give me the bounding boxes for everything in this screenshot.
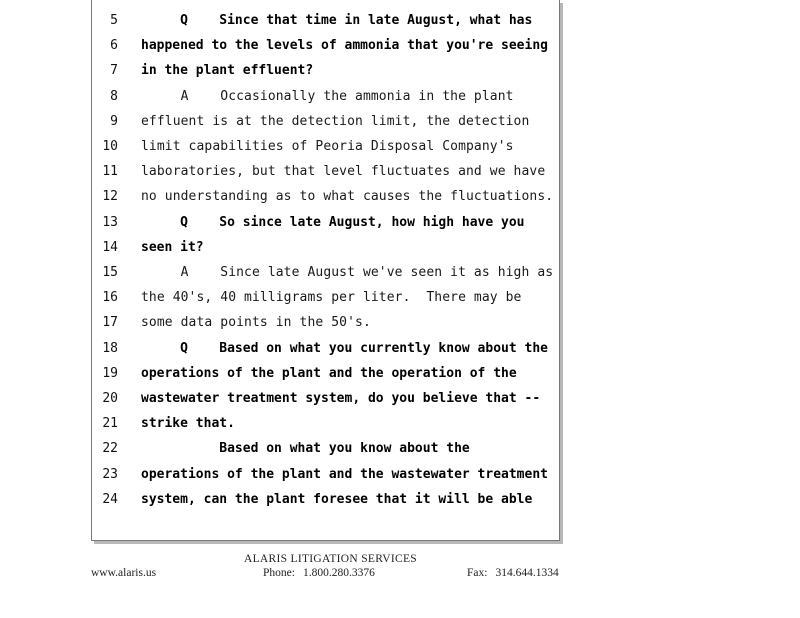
transcript-line — [92, 11, 559, 31]
footer-company-name: ALARIS LITIGATION SERVICES — [244, 553, 417, 565]
footer-phone — [263, 567, 375, 579]
footer-phone-label: Phone: — [263, 567, 295, 579]
transcript-line — [92, 490, 559, 510]
footer-phone-number: 1.800.280.3376 — [302, 567, 375, 579]
line-text: happened to the levels of ammonia that you're seeing — [141, 38, 548, 54]
line-number: 6 — [110, 38, 118, 54]
line-number: 13 — [102, 214, 118, 230]
transcript-line — [92, 61, 559, 81]
footer-website: www.alaris.us — [91, 567, 157, 579]
line-number: 24 — [102, 491, 118, 507]
line-number: 20 — [102, 391, 118, 406]
line-number: 18 — [102, 340, 118, 356]
line-text: Q Since that time in late August, what has — [141, 13, 533, 28]
line-number: 15 — [102, 265, 118, 280]
transcript-line — [92, 313, 559, 333]
line-text: in the plant effluent? — [141, 63, 314, 79]
line-number: 22 — [102, 441, 118, 457]
line-text: system, can the plant foresee that it will be able — [141, 491, 533, 507]
footer-fax-number: 314.644.1334 — [495, 567, 559, 579]
transcript-line — [92, 162, 559, 182]
transcript-line — [92, 238, 559, 258]
line-number: 17 — [102, 315, 118, 331]
line-text: some data points in the 50's. — [141, 315, 371, 331]
line-number: 23 — [102, 466, 118, 482]
line-number: 16 — [102, 290, 118, 306]
line-text: effluent is at the detection limit, the detection — [141, 113, 530, 129]
transcript-line — [92, 213, 559, 233]
transcript-page — [91, 0, 560, 541]
transcript-line — [92, 187, 559, 207]
line-number: 10 — [102, 139, 118, 154]
transcript-line — [92, 87, 559, 107]
transcript-line — [92, 439, 559, 459]
line-text: Q Based on what you currently know about the — [141, 340, 548, 356]
transcript-line — [92, 112, 559, 132]
line-number: 7 — [110, 63, 118, 79]
line-text: the 40's, 40 milligrams per liter. There may be — [141, 290, 522, 306]
line-text: operations of the plant and the operation of the — [141, 365, 517, 381]
line-number: 12 — [102, 189, 118, 205]
transcript-line — [92, 137, 559, 157]
line-number: 21 — [102, 416, 118, 432]
line-text: Q So since late August, how high have you — [141, 214, 525, 230]
line-text: limit capabilities of Peoria Disposal Company's — [141, 139, 514, 154]
line-text: A Occasionally the ammonia in the plant — [141, 88, 514, 104]
transcript-line — [92, 389, 559, 409]
transcript-line — [92, 263, 559, 283]
footer-fax — [467, 567, 559, 579]
line-text: Based on what you know about the — [141, 441, 470, 457]
transcript-line — [92, 339, 559, 359]
line-text: laboratories, but that level fluctuates and we have — [141, 164, 546, 180]
line-number: 8 — [110, 88, 118, 104]
transcript-line — [92, 364, 559, 384]
line-text: operations of the plant and the wastewater treatment — [141, 466, 548, 482]
line-number: 14 — [102, 239, 118, 255]
transcript-line — [92, 465, 559, 485]
line-number: 11 — [102, 164, 118, 180]
line-text: strike that. — [141, 416, 235, 432]
line-text: seen it? — [141, 239, 204, 255]
transcript-line — [92, 414, 559, 434]
line-number: 5 — [110, 13, 118, 28]
line-text: A Since late August we've seen it as high as — [141, 265, 554, 280]
transcript-line — [92, 36, 559, 56]
footer-fax-label: Fax: — [467, 567, 488, 579]
transcript-line — [92, 288, 559, 308]
line-number: 19 — [102, 365, 118, 381]
line-text: no understanding as to what causes the fluctuations. — [141, 189, 554, 205]
line-text: wastewater treatment system, do you believe that -- — [141, 391, 541, 406]
line-number: 9 — [110, 113, 118, 129]
